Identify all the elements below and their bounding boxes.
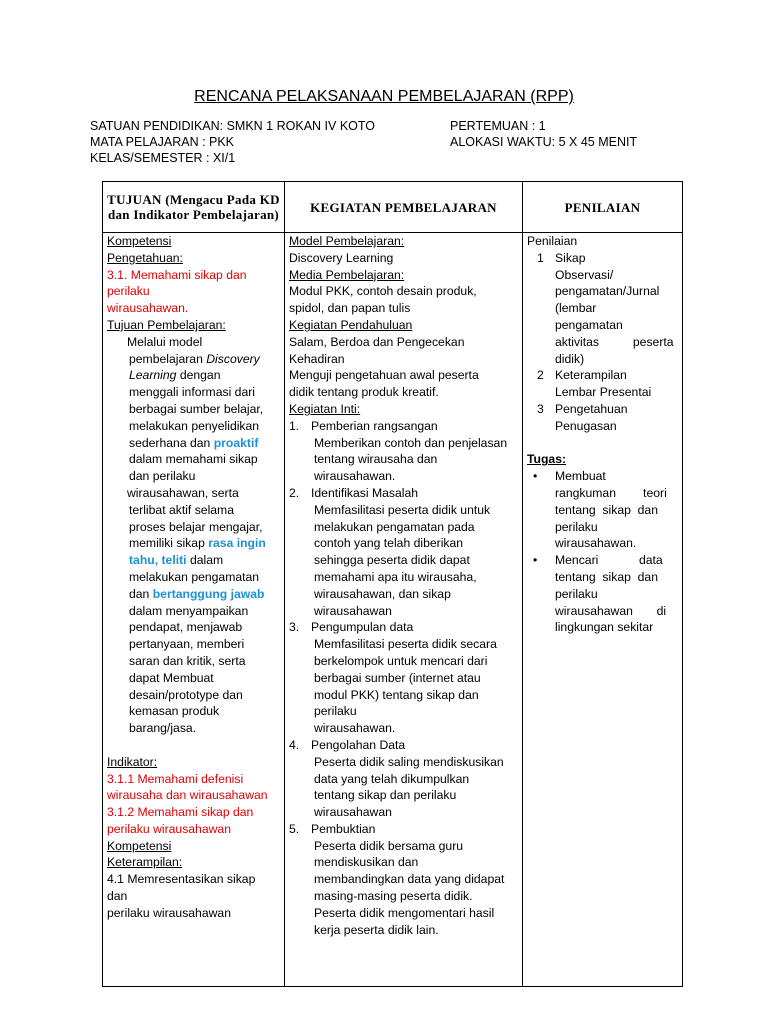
inti-step-line: sehingga peserta didik dapat <box>314 553 470 568</box>
penilaian-item-number: 1 <box>537 250 544 265</box>
penilaian-item-line: pengamatan/Jurnal <box>555 284 660 299</box>
inti-step-title: Pengolahan Data <box>311 737 406 752</box>
inti-step-number: 2. <box>289 485 300 500</box>
inti-step-line: melakukan pengamatan pada <box>314 519 475 534</box>
tujuan-pembelajaran-label: Tujuan Pembelajaran: <box>107 317 226 332</box>
inti-step-line: tentang wirausaha dan <box>314 452 438 467</box>
pendahuluan-line: Kehadiran <box>289 351 345 366</box>
inti-step-line: Peserta didik saling mendiskusikan <box>314 754 504 769</box>
inti-step-line: Memberikan contoh dan penjelasan <box>314 435 508 450</box>
tugas-item-body <box>555 468 678 552</box>
tujuan-line: melakukan pengamatan <box>129 569 260 584</box>
inti-step-line: contoh yang telah diberikan <box>314 536 464 551</box>
tugas-item-line: perilaku <box>555 586 598 601</box>
tujuan-line: saran dan kritik, serta <box>129 653 246 668</box>
tujuan-line <box>107 535 280 552</box>
model-value: Discovery Learning <box>289 250 394 265</box>
pendahuluan-label: Kegiatan Pendahuluan <box>289 317 413 332</box>
inti-step-line: wirausahawan, dan sikap <box>314 586 451 601</box>
table-body-row <box>103 233 683 987</box>
penilaian-item-line: Pengetahuan <box>555 401 628 416</box>
tujuan-fragment: memiliki sikap <box>129 536 209 551</box>
bullet-icon: • <box>533 553 538 568</box>
tugas-item-body <box>555 552 678 636</box>
tugas-item-line: wirausahawan. <box>555 536 637 551</box>
tujuan-italic: Discovery <box>206 351 260 366</box>
inti-step <box>289 418 518 435</box>
tujuan-line: dapat Membuat <box>129 670 214 685</box>
tujuan-italic: Learning <box>129 368 177 383</box>
inti-step-line: berkelompok untuk mencari dari <box>314 653 488 668</box>
inti-step-line: modul PKK) tentang sikap dan <box>314 687 479 702</box>
pendahuluan-line: Menguji pengetahuan awal peserta <box>289 368 479 383</box>
rpp-table <box>102 181 683 987</box>
kompetensi-keterampilan-label: Kompetensi <box>107 838 172 853</box>
tujuan-highlight: rasa ingin <box>208 536 266 551</box>
penilaian-label: Penilaian <box>527 234 578 248</box>
tujuan-line <box>107 435 280 452</box>
penilaian-item-line: Observasi/ <box>555 267 614 282</box>
tujuan-line: berbagai sumber belajar, <box>129 401 264 416</box>
meta-left <box>90 118 375 166</box>
model-label: Model Pembelajaran: <box>289 234 405 248</box>
tugas-item-line: wirausahawan di <box>555 603 667 618</box>
meta-pertemuan: PERTEMUAN : 1 <box>450 119 546 133</box>
meta-right <box>450 118 637 150</box>
penilaian-item <box>527 401 678 435</box>
inti-step-line: mendiskusikan dan <box>314 855 419 870</box>
inti-step <box>289 619 518 636</box>
inti-step-line: masing-masing peserta didik. <box>314 889 473 904</box>
tujuan-fragment: dengan <box>176 368 221 383</box>
tugas-item-line: lingkungan sekitar <box>555 620 654 635</box>
inti-step-line: wirausahawan <box>314 603 392 618</box>
penilaian-item-line: aktivitas peserta <box>555 334 674 349</box>
tujuan-line: proses belajar mengajar, <box>129 519 263 534</box>
kompetensi-pengetahuan-label: Kompetensi <box>107 234 172 248</box>
page-title: RENCANA PELAKSANAAN PEMBELAJARAN (RPP) <box>194 88 574 105</box>
inti-step <box>289 737 518 754</box>
pendahuluan-line: Salam, Berdoa dan Pengecekan <box>289 334 465 349</box>
indikator-line: perilaku wirausahawan <box>107 821 231 836</box>
tugas-item-line: Membuat <box>555 469 606 484</box>
tujuan-line: dalam memahami sikap <box>129 452 258 467</box>
indikator-line: wirausaha dan wirausahawan <box>107 788 268 803</box>
tugas-item-line: rangkuman teori <box>555 485 667 500</box>
tujuan-line: pendapat, menjawab <box>129 620 243 635</box>
tugas-item <box>527 552 678 636</box>
inti-step-line: data yang telah dikumpulkan <box>314 771 470 786</box>
inti-step-line: kerja peserta didik lain. <box>314 922 439 937</box>
penilaian-item <box>527 367 678 401</box>
tujuan-line: kemasan produk <box>129 704 220 719</box>
penilaian-item-number: 2 <box>537 368 544 383</box>
header-tujuan: TUJUAN (Mengacu Pada KD dan Indikator Pembelajaran) <box>103 182 285 233</box>
inti-step-line: perilaku <box>314 704 357 719</box>
inti-step-number: 3. <box>289 620 300 635</box>
tugas-item-line: tentang sikap dan <box>555 569 658 584</box>
tujuan-line <box>107 586 280 603</box>
keterampilan-line: 4.1 Memresentasikan sikap <box>107 872 256 887</box>
penilaian-item <box>527 250 678 368</box>
tujuan-highlight: bertanggung jawab <box>152 586 265 601</box>
inti-step-number: 5. <box>289 821 300 836</box>
penilaian-item-line: didik) <box>555 351 585 366</box>
penilaian-item-number: 3 <box>537 401 544 416</box>
header-kegiatan: KEGIATAN PEMBELAJARAN <box>285 182 523 233</box>
kd-line: 3.1. Memahami sikap dan <box>107 267 247 282</box>
tujuan-line <box>107 367 280 384</box>
tugas-item-line: Mencari data <box>555 553 663 568</box>
inti-step-number: 1. <box>289 418 300 433</box>
penilaian-item-line: Penugasan <box>555 418 617 433</box>
tugas-item-line: perilaku <box>555 519 598 534</box>
tujuan-line: menggali informasi dari <box>129 385 255 400</box>
inti-step-line: wirausahawan <box>314 805 392 820</box>
inti-step-line: Peserta didik mengomentari hasil <box>314 905 495 920</box>
inti-step-line: wirausahawan. <box>314 721 396 736</box>
penilaian-cell <box>523 233 683 987</box>
tujuan-fragment: dan <box>129 586 153 601</box>
tujuan-highlight: tahu, teliti <box>129 553 187 568</box>
indikator-line: 3.1.1 Memahami defenisi <box>107 771 244 786</box>
tujuan-line: terlibat aktif selama <box>129 502 234 517</box>
penilaian-item-line: Lembar Presentai <box>555 385 652 400</box>
kompetensi-pengetahuan-label-2: Pengetahuan: <box>107 250 183 265</box>
tugas-label: Tugas: <box>527 452 567 467</box>
penilaian-item-body <box>555 367 678 401</box>
tujuan-text <box>107 334 280 737</box>
tujuan-fragment: dalam <box>186 553 224 568</box>
inti-step-line: tentang sikap dan perilaku <box>314 788 457 803</box>
inti-step-line: berbagai sumber (internet atau <box>314 670 481 685</box>
inti-step <box>289 485 518 502</box>
tujuan-cell <box>103 233 285 987</box>
penilaian-item-line: Keterampilan <box>555 368 627 383</box>
inti-step-title: Pembuktian <box>311 821 376 836</box>
inti-step-line: memahami apa itu wirausaha, <box>314 569 477 584</box>
kd-line: perilaku <box>107 284 150 299</box>
keterampilan-line: dan <box>107 889 128 904</box>
inti-label: Kegiatan Inti: <box>289 401 361 416</box>
penilaian-item-body <box>555 401 678 435</box>
inti-step-line: Memfasilitasi peserta didik secara <box>314 637 497 652</box>
media-label: Media Pembelajaran: <box>289 267 405 282</box>
inti-step-title: Pengumpulan data <box>311 620 414 635</box>
inti-step-line: Peserta didik bersama guru <box>314 838 464 853</box>
kd-line: wirausahawan. <box>107 301 189 316</box>
inti-step-line: membandingkan data yang didapat <box>314 872 505 887</box>
tujuan-line: dalam menyampaikan <box>129 603 249 618</box>
inti-step-number: 4. <box>289 737 300 752</box>
tugas-item-line: tentang sikap dan <box>555 502 658 517</box>
inti-steps <box>289 418 518 939</box>
tugas-item <box>527 468 678 552</box>
meta-mapel: MATA PELAJARAN : PKK <box>90 135 235 149</box>
inti-step-title: Pemberian rangsangan <box>311 418 438 433</box>
tujuan-line <box>107 351 280 368</box>
bullet-icon: • <box>533 469 538 484</box>
penilaian-item-body <box>555 250 678 368</box>
kompetensi-keterampilan-label-2: Keterampilan: <box>107 855 183 870</box>
tujuan-highlight: proaktif <box>213 435 259 450</box>
penilaian-list <box>527 250 678 435</box>
meta-alokasi: ALOKASI WAKTU: 5 X 45 MENIT <box>450 135 638 149</box>
tujuan-line: melakukan penyelidikan <box>129 418 260 433</box>
meta-satuan: SATUAN PENDIDIKAN: SMKN 1 ROKAN IV KOTO <box>90 119 376 133</box>
table-header-row <box>103 182 683 233</box>
penilaian-item-line: pengamatan <box>555 317 623 332</box>
media-line: Modul PKK, contoh desain produk, <box>289 284 477 299</box>
tujuan-line: Melalui model <box>127 334 203 349</box>
tujuan-fragment: sederhana dan <box>129 435 214 450</box>
tujuan-line: barang/jasa. <box>129 721 197 736</box>
inti-step-line: wirausahawan. <box>314 469 396 484</box>
penilaian-item-line: (lembar <box>555 301 597 316</box>
media-line: spidol, dan papan tulis <box>289 301 411 316</box>
tujuan-line: desain/prototype dan <box>129 687 243 702</box>
tujuan-line <box>107 552 280 569</box>
penilaian-item-line: Sikap <box>555 250 586 265</box>
indikator-line: 3.1.2 Memahami sikap dan <box>107 805 254 820</box>
inti-step <box>289 821 518 838</box>
tujuan-fragment: pembelajaran <box>129 351 207 366</box>
tujuan-line: pertanyaan, memberi <box>129 637 245 652</box>
tugas-list <box>527 468 678 636</box>
tujuan-line: dan perilaku <box>129 469 196 484</box>
header-penilaian: PENILAIAN <box>523 182 683 233</box>
inti-step-title: Identifikasi Masalah <box>311 485 419 500</box>
inti-step-line: Memfasilitasi peserta didik untuk <box>314 502 491 517</box>
indikator-label: Indikator: <box>107 754 158 769</box>
tujuan-line: wirausahawan, serta <box>127 485 239 500</box>
pendahuluan-line: didik tentang produk kreatif. <box>289 385 439 400</box>
kegiatan-cell <box>285 233 523 987</box>
keterampilan-line: perilaku wirausahawan <box>107 905 231 920</box>
meta-kelas: KELAS/SEMESTER : XI/1 <box>90 151 236 165</box>
